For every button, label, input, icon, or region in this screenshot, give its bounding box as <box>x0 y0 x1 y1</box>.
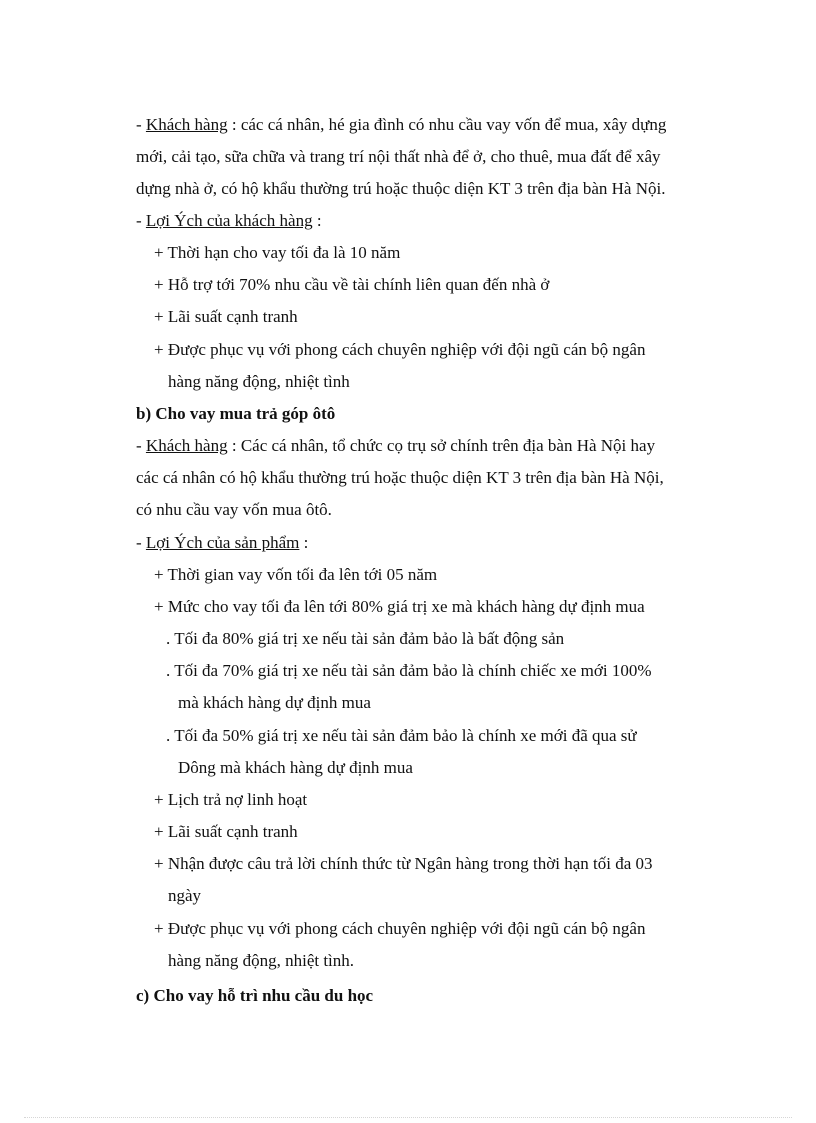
customer-text-a-1: : các cá nhân, hé gia đình có nhu cầu vay vốn để mua, xây dựng <box>227 115 667 134</box>
product-item: + Được phục vụ với phong cách chuyên nghiệp với đội ngũ cán bộ ngân <box>154 919 646 938</box>
customer-text-a-2: mới, cải tạo, sữa chữa và trang trí nội thất nhà để ở, cho thuê, mua đất để xây <box>136 147 661 166</box>
benefit-label-b: Lợi Ých của sản phẩm <box>145 533 300 552</box>
product-subitem-continued: Dông mà khách hàng dự định mua <box>178 758 413 777</box>
product-subitem: . Tối đa 70% giá trị xe nếu tài sản đảm bảo là chính chiếc xe mới 100% <box>166 661 652 680</box>
benefit-suffix-b: : <box>299 533 309 552</box>
product-item: + Thời gian vay vốn tối đa lên tới 05 năm <box>154 565 438 584</box>
dash: - <box>136 436 146 455</box>
customer-text-b-3: có nhu cầu vay vốn mua ôtô. <box>136 500 332 519</box>
customer-text-b-1: : Các cá nhân, tổ chức cọ trụ sở chính trên địa bàn Hà Nội hay <box>227 436 656 455</box>
product-item-continued: hàng năng động, nhiệt tình. <box>168 951 355 970</box>
product-subitem: . Tối đa 50% giá trị xe nếu tài sản đảm bảo là chính xe mới đã qua sử <box>166 726 637 745</box>
dash: - <box>136 115 146 134</box>
paragraph-customer-b <box>136 435 655 457</box>
customer-label-b: Khách hàng <box>145 436 228 455</box>
dash: - <box>136 211 146 230</box>
customer-text-b-2: các cá nhân có hộ khẩu thường trú hoặc thuộc diện KT 3 trên địa bàn Hà Nội, <box>136 468 664 487</box>
product-item: + Mức cho vay tối đa lên tới 80% giá trị xe mà khách hàng dự định mua <box>154 597 645 616</box>
product-subitem-continued: mà khách hàng dự định mua <box>178 693 371 712</box>
product-subitem: . Tối đa 80% giá trị xe nếu tài sản đảm bảo là bất động sản <box>166 629 565 648</box>
benefit-item: + Lãi suất cạnh tranh <box>154 307 298 326</box>
benefit-heading-a <box>136 210 322 232</box>
benefit-item: + Được phục vụ với phong cách chuyên nghiệp với đội ngũ cán bộ ngân <box>154 340 646 359</box>
paragraph-customer-a <box>136 114 666 136</box>
customer-label-a: Khách hàng <box>145 115 228 134</box>
product-item: + Lãi suất cạnh tranh <box>154 822 298 841</box>
benefit-item-continued: hàng năng động, nhiệt tình <box>168 372 350 391</box>
section-heading-b: b) Cho vay mua trả góp ôtô <box>136 404 336 423</box>
benefit-heading-b <box>136 532 308 554</box>
page-bottom-divider <box>24 1117 792 1118</box>
product-item-continued: ngày <box>168 886 202 905</box>
section-heading-c: c) Cho vay hỗ trì nhu cầu du học <box>136 986 374 1005</box>
benefit-item: + Hỗ trợ tới 70% nhu cầu về tài chính liên quan đến nhà ở <box>154 275 550 294</box>
customer-text-a-3: dựng nhà ở, có hộ khẩu thường trú hoặc thuộc diện KT 3 trên địa bàn Hà Nội. <box>136 179 666 198</box>
dash: - <box>136 533 146 552</box>
product-item: + Nhận được câu trả lời chính thức từ Ngân hàng trong thời hạn tối đa 03 <box>154 854 653 873</box>
benefit-suffix-a: : <box>312 211 322 230</box>
benefit-item: + Thời hạn cho vay tối đa là 10 năm <box>154 243 401 262</box>
benefit-label-a: Lợi Ých của khách hàng <box>145 211 313 230</box>
product-item: + Lịch trả nợ linh hoạt <box>154 790 308 809</box>
